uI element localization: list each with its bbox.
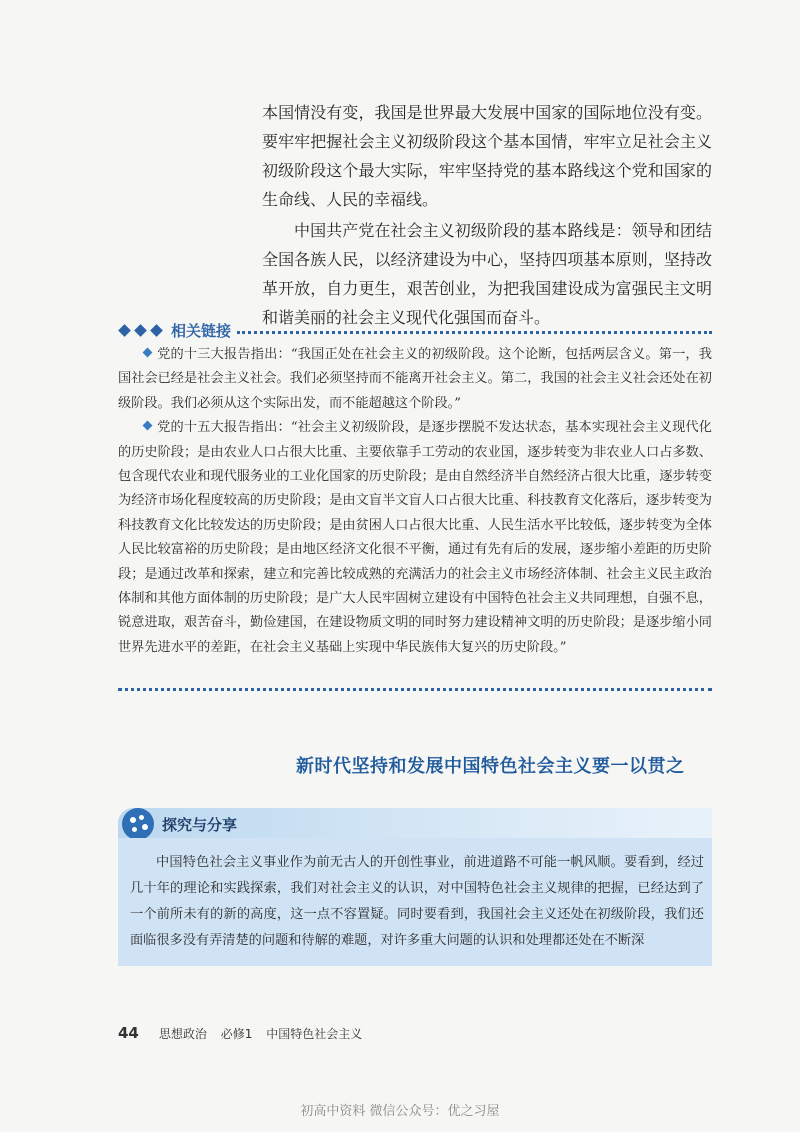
diamond-icon — [118, 324, 131, 337]
related-links-title: 相关链接 — [171, 321, 232, 340]
dotted-divider-bottom — [118, 688, 712, 691]
main-paragraph-1: 本国情没有变，我国是世界最大发展中国家的国际地位没有变。要牢牢把握社会主义初级阶段这个基本国情，牢牢立足社会主义初级阶段这个最大实际，牢牢坚持党的基本路线这个党和国家的生命线、人民的幸福线。 — [262, 103, 712, 209]
footer-subject: 思想政治 — [158, 1027, 207, 1041]
footer-book-info — [159, 1025, 372, 1042]
related-link-item-2-text: 党的十五大报告指出：“社会主义初级阶段，是逐步摆脱不发达状态，基本实现社会主义现代化的历史阶段；是由农业人口占很大比重、主要依靠手工劳动的农业国，逐步转变为非农业人口占多数、包含现代农业和现代服务业的工业化国家的历史阶段；是由自然经济半自然经济占很大比重，逐步转变为经济市场化程度较高的历史阶段；是由文盲半文盲人口占很大比重、科技教育文化落后，逐步转变为科技教育文化比较发达的历史阶段；是由贫困人口占很大比重、人民生活水平比较低，逐步转变为全体人民比较富裕的历史阶段；是由地区经济文化很不平衡，通过有先有后的发展，逐步缩小差距的历史阶段；是通过改革和探索，建立和完善比较成熟的充满活力的社会主义市场经济体制、社会主义民主政治体制和其他方面体制的历史阶段；是广大人民牢固树立建设有中国特色社会主义共同理想，自强不息，锐意进取，艰苦奋斗，勤俭建国，在建设物质文明的同时努力建设精神文明的历史阶段；是逐步缩小同世界先进水平的差距，在社会主义基础上实现中华民族伟大复兴的历史阶段。” — [118, 420, 712, 655]
page-footer — [118, 1024, 712, 1042]
related-links-body — [118, 343, 712, 660]
dotted-divider — [237, 331, 712, 334]
page-number: 44 — [118, 1024, 139, 1042]
diamond-icons — [118, 326, 163, 335]
related-link-item-2 — [118, 416, 712, 660]
section-heading: 新时代坚持和发展中国特色社会主义要一以贯之 — [296, 756, 685, 777]
watermark-text: 初高中资料 微信公众号：优之习屋 — [300, 1104, 500, 1119]
explore-title: 探究与分享 — [162, 816, 238, 834]
explore-body: 中国特色社会主义事业作为前无古人的开创性事业，前进道路不可能一帆风顺。要看到，经过几十年的理论和实践探索，我们对社会主义的认识，对中国特色社会主义规律的把握，已经达到了一个前所未有的新的高度，这一点不容置疑。同时要看到，我国社会主义还处在初级阶段，我们还面临很多没有弄清楚的问题和待解的难题，对许多重大问题的认识和处理都还处在不断深 — [118, 838, 712, 966]
bullet-diamond-icon — [143, 421, 153, 431]
related-links-header — [118, 319, 712, 341]
related-link-item-1 — [118, 343, 712, 416]
explore-icon — [122, 808, 154, 840]
footer-book-title: 中国特色社会主义 — [266, 1027, 363, 1041]
related-link-item-1-text: 党的十三大报告指出：“我国正处在社会主义的初级阶段。这个论断，包括两层含义。第一，我国社会已经是社会主义社会。我们必须坚持而不能离开社会主义。第二，我国的社会主义社会还处在初级阶段。我们必须从这个实际出发，而不能超越这个阶段。” — [118, 347, 712, 411]
footer-volume: 必修1 — [220, 1027, 253, 1041]
main-body-text — [262, 98, 712, 334]
diamond-icon — [150, 324, 163, 337]
bullet-diamond-icon — [143, 348, 153, 358]
diamond-icon — [134, 324, 147, 337]
main-paragraph-2: 中国共产党在社会主义初级阶段的基本路线是：领导和团结全国各族人民，以经济建设为中心，坚持四项基本原则，坚持改革开放，自力更生，艰苦创业，为把我国建设成为富强民主文明和谐美丽的社会主义现代化强国而奋斗。 — [262, 221, 712, 327]
